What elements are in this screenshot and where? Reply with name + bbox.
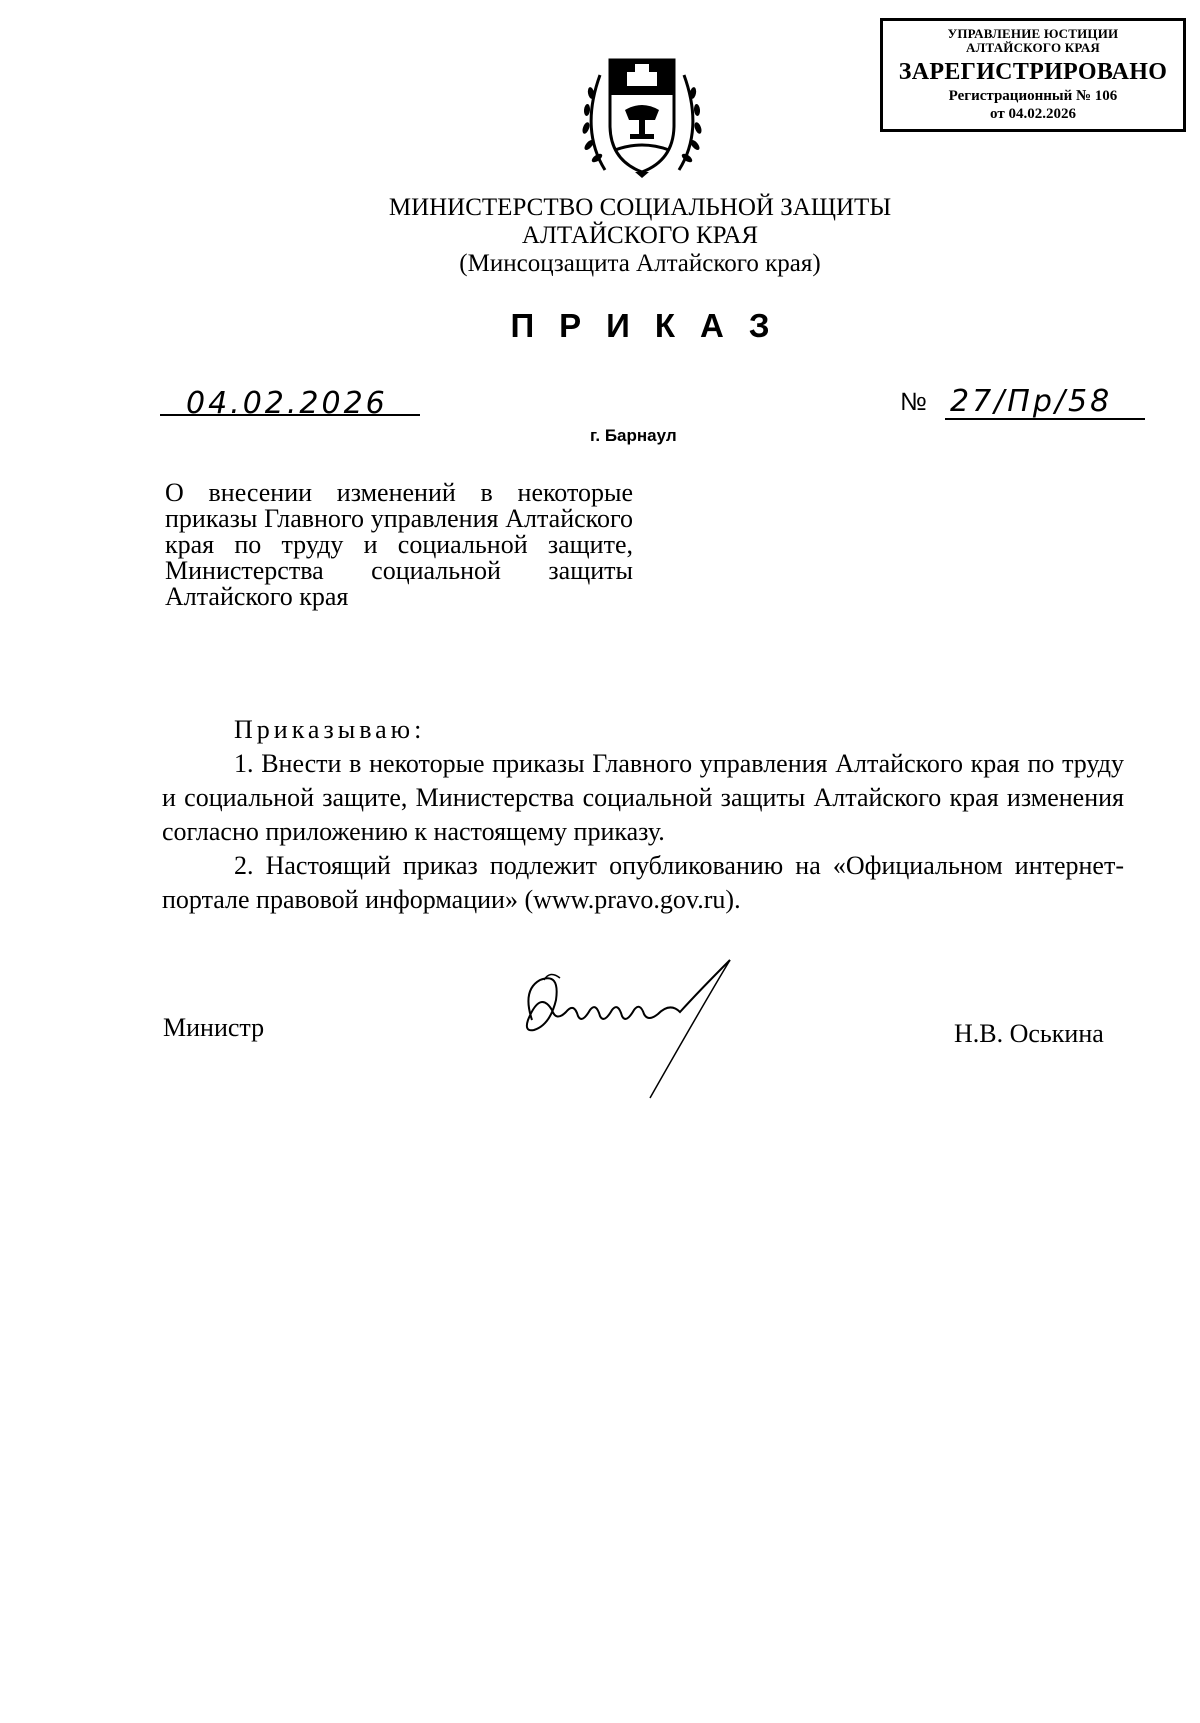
signer-role: Министр (163, 1013, 265, 1042)
ministry-short-name: (Минсоцзащита Алтайского края) (459, 250, 821, 277)
order-item-2: 2. Настоящий приказ подлежит опубликованию на «Официальном интернет-портале правовой информации» (www.pravo.gov.ru). (162, 851, 1124, 914)
stamp-status: ЗАРЕГИСТРИРОВАНО (898, 59, 1168, 85)
ministry-header (330, 194, 950, 278)
handwritten-date: 04.02.2026 (186, 386, 388, 421)
order-item-1: 1. Внести в некоторые приказы Главного управления Алтайского края по труду и социальной защите, Министерства социальной защиты Алтайского края изменения согласно приложению к настоящему приказу. (162, 749, 1124, 846)
signature-image (520, 950, 800, 1100)
document-type-title: ПРИКАЗ (510, 307, 795, 344)
number-label: № (900, 388, 927, 416)
coat-of-arms-icon (575, 50, 709, 180)
stamp-org-line2: АЛТАЙСКОГО КРАЯ (966, 40, 1100, 55)
order-lead: Приказываю: (234, 715, 426, 744)
stamp-org-line1: УПРАВЛЕНИЕ ЮСТИЦИИ (947, 26, 1119, 41)
signer-name: Н.В. Оськина (954, 1019, 1104, 1048)
registration-stamp (880, 18, 1186, 132)
stamp-reg-number: Регистрационный № 106 (948, 88, 1118, 104)
handwritten-number: 27/Пр/58 (950, 384, 1113, 419)
order-body (162, 713, 1124, 917)
stamp-reg-date: от 04.02.2026 (990, 106, 1076, 122)
city-label: г. Барнаул (590, 426, 677, 445)
ministry-name-line2: АЛТАЙСКОГО КРАЯ (521, 222, 759, 249)
ministry-name-line1: МИНИСТЕРСТВО СОЦИАЛЬНОЙ ЗАЩИТЫ (388, 194, 892, 221)
document-subject: О внесении изменений в некоторые приказы Главного управления Алтайского края по труду и социальной защите, Министерства социальной защиты Алтайского края (165, 478, 633, 611)
